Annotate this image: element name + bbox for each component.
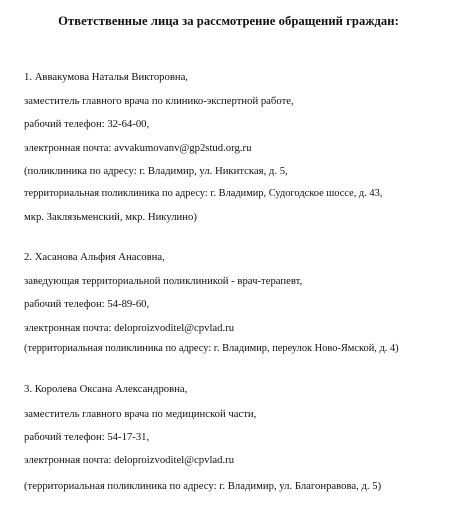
person-2-phone: рабочий телефон: 54-89-60, [24,298,150,310]
person-3-phone: рабочий телефон: 54-17-31, [24,431,150,443]
person-1-address-line-2: территориальная поликлиника по адресу: г. Владимир, Судогодское шоссе, д. 43, [24,188,383,199]
person-2-address-line-1: (территориальная поликлиника по адресу: г. Владимир, переулок Ново-Ямской, д. 4) [24,343,399,354]
person-2-name: 2. Хасанова Альфия Анасовна, [24,251,165,263]
person-2-email: электронная почта: deloproizvoditel@cpvlad.ru [24,322,235,334]
person-1-name: 1. Аввакумова Наталья Викторовна, [24,71,189,83]
document-title: Ответственные лица за рассмотрение обращений граждан: [58,14,399,28]
person-1-email: электронная почта: avvakumovanv@gp2stud.org.ru [24,142,252,154]
person-1-address-line-3: мкр. Заклязьменский, мкр. Никулино) [24,211,197,223]
person-2-position: заведующая территориальной поликлиникой - врач-терапевт, [24,275,303,287]
person-1-address-line-1: (поликлиника по адресу: г. Владимир, ул. Никитская, д. 5, [24,165,288,177]
person-1-phone: рабочий телефон: 32-64-00, [24,118,150,130]
person-3-name: 3. Королева Оксана Александровна, [24,383,188,395]
person-3-address-line-1: (территориальная поликлиника по адресу: г. Владимир, ул. Благонравова, д. 5) [24,480,382,492]
person-1-position: заместитель главного врача по клинико-экспертной работе, [24,95,294,107]
person-3-email: электронная почта: deloproizvoditel@cpvlad.ru [24,454,235,466]
person-3-position: заместитель главного врача по медицинской части, [24,408,257,420]
